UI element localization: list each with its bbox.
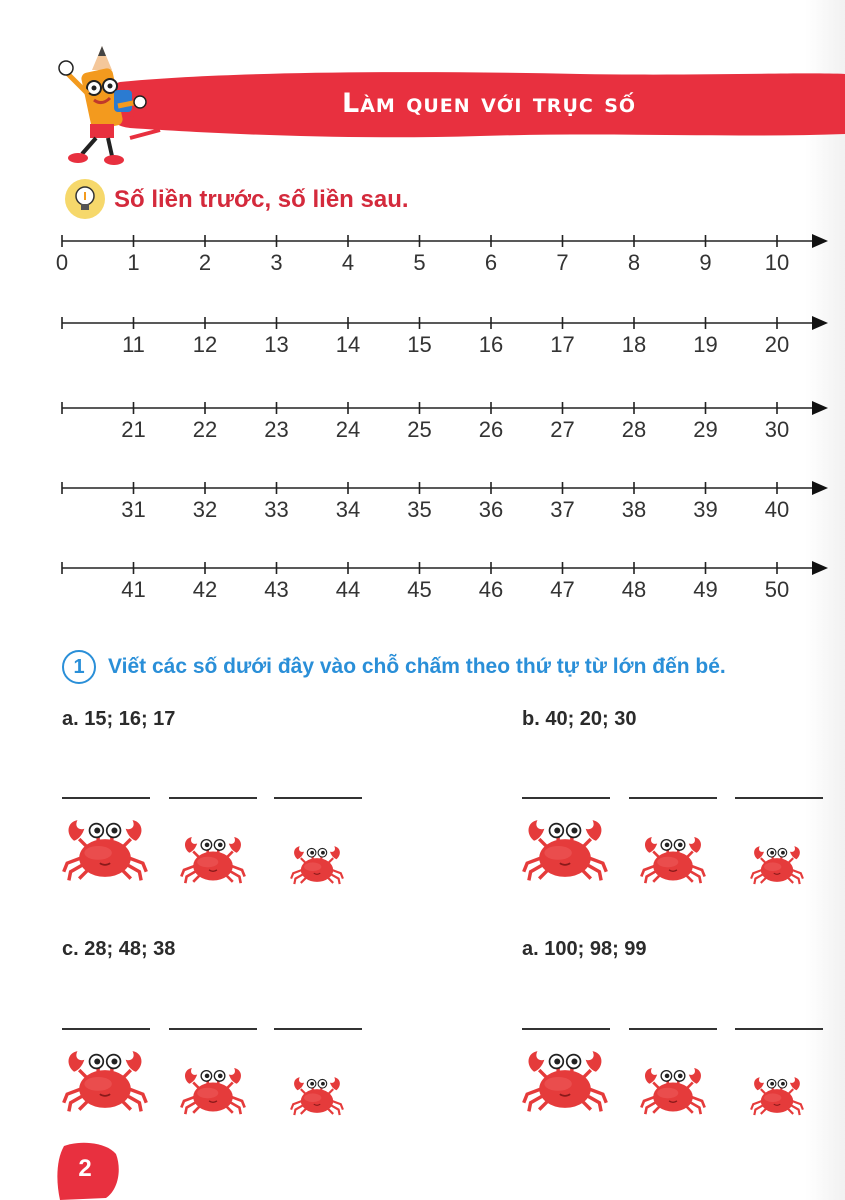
tick-label: 39 xyxy=(693,497,718,522)
answer-blank[interactable] xyxy=(62,797,150,799)
answer-blank[interactable] xyxy=(169,1028,257,1030)
crab-icon xyxy=(180,1064,246,1120)
number-line xyxy=(56,228,828,288)
answer-blank[interactable] xyxy=(735,1028,823,1030)
tick-label: 31 xyxy=(121,497,146,522)
crab-icon xyxy=(522,1046,608,1118)
tick-label: 11 xyxy=(122,332,145,357)
tick-label: 41 xyxy=(121,577,146,602)
answer-blank[interactable] xyxy=(274,1028,362,1030)
answer-blank[interactable] xyxy=(735,797,823,799)
tick-label: 40 xyxy=(764,497,790,522)
crab-icon xyxy=(180,833,246,889)
section-title: Số liền trước, số liền sau. xyxy=(114,186,409,213)
tick-label: 0 xyxy=(55,250,69,275)
pencil-mascot-icon xyxy=(52,42,152,167)
crab-icon xyxy=(290,843,344,890)
tick-label: 5 xyxy=(413,250,426,275)
tick-label: 36 xyxy=(478,497,504,522)
answer-blank[interactable] xyxy=(629,1028,717,1030)
tick-label: 7 xyxy=(556,250,569,275)
axis-arrow-icon xyxy=(812,234,828,248)
answer-blank[interactable] xyxy=(522,1028,610,1030)
tick-label: 16 xyxy=(478,332,504,357)
tick-label: 49 xyxy=(693,577,718,602)
tick-label: 35 xyxy=(407,497,432,522)
tick-label: 1 xyxy=(127,250,140,275)
tick-label: 44 xyxy=(335,577,361,602)
tick-label: 25 xyxy=(407,417,432,442)
tick-label: 50 xyxy=(764,577,790,602)
crab-icon xyxy=(750,843,804,890)
answer-blank[interactable] xyxy=(169,797,257,799)
lightbulb-icon xyxy=(64,178,106,220)
tick-label: 46 xyxy=(478,577,504,602)
tick-label: 18 xyxy=(621,332,647,357)
exercise-number-badge: 1 xyxy=(62,650,96,684)
tick-label: 23 xyxy=(264,417,289,442)
number-line xyxy=(56,555,828,615)
tick-label: 19 xyxy=(693,332,718,357)
tick-label: 14 xyxy=(335,332,361,357)
tick-label: 15 xyxy=(407,332,432,357)
crab-icon xyxy=(290,1074,344,1121)
header-banner xyxy=(100,68,845,140)
number-line xyxy=(56,310,828,370)
axis-arrow-icon xyxy=(812,561,828,575)
axis-arrow-icon xyxy=(812,401,828,415)
tick-label: 30 xyxy=(764,417,790,442)
tick-label: 10 xyxy=(764,250,790,275)
part-c-label: c. 28; 48; 38 xyxy=(62,938,176,960)
tick-label: 33 xyxy=(264,497,289,522)
tick-label: 43 xyxy=(264,577,289,602)
tick-label: 29 xyxy=(693,417,718,442)
part-d-label: a. 100; 98; 99 xyxy=(522,938,647,960)
tick-label: 22 xyxy=(192,417,218,442)
tick-label: 20 xyxy=(764,332,790,357)
tick-label: 3 xyxy=(270,250,283,275)
tick-label: 45 xyxy=(407,577,432,602)
crab-icon xyxy=(750,1074,804,1121)
tick-label: 6 xyxy=(484,250,498,275)
exercise-instruction: Viết các số dưới đây vào chỗ chấm theo thứ tự từ lớn đến bé. xyxy=(108,655,726,678)
tick-label: 21 xyxy=(121,417,146,442)
answer-blank[interactable] xyxy=(522,797,610,799)
page-title: Làm quen với trục số xyxy=(342,88,637,119)
tick-label: 37 xyxy=(550,497,575,522)
axis-arrow-icon xyxy=(812,481,828,495)
answer-blank[interactable] xyxy=(274,797,362,799)
tick-label: 24 xyxy=(335,417,361,442)
tick-label: 47 xyxy=(550,577,575,602)
tick-label: 4 xyxy=(341,250,355,275)
tick-label: 13 xyxy=(264,332,289,357)
part-b-label: b. 40; 20; 30 xyxy=(522,708,637,730)
tick-label: 2 xyxy=(198,250,212,275)
tick-label: 8 xyxy=(627,250,641,275)
crab-icon xyxy=(640,833,706,889)
crab-icon xyxy=(640,1064,706,1120)
answer-blank[interactable] xyxy=(629,797,717,799)
number-line xyxy=(56,475,828,535)
page-number: 2 xyxy=(78,1155,92,1182)
tick-label: 28 xyxy=(621,417,647,442)
tick-label: 38 xyxy=(621,497,647,522)
axis-arrow-icon xyxy=(812,316,828,330)
tick-label: 26 xyxy=(478,417,504,442)
tick-label: 12 xyxy=(192,332,218,357)
tick-label: 9 xyxy=(699,250,712,275)
tick-label: 48 xyxy=(621,577,647,602)
crab-icon xyxy=(62,815,148,887)
crab-icon xyxy=(522,815,608,887)
tick-label: 34 xyxy=(335,497,361,522)
tick-label: 32 xyxy=(192,497,218,522)
part-a-label: a. 15; 16; 17 xyxy=(62,708,176,730)
answer-blank[interactable] xyxy=(62,1028,150,1030)
number-line xyxy=(56,395,828,455)
tick-label: 27 xyxy=(550,417,575,442)
tick-label: 17 xyxy=(550,332,575,357)
tick-label: 42 xyxy=(192,577,218,602)
crab-icon xyxy=(62,1046,148,1118)
